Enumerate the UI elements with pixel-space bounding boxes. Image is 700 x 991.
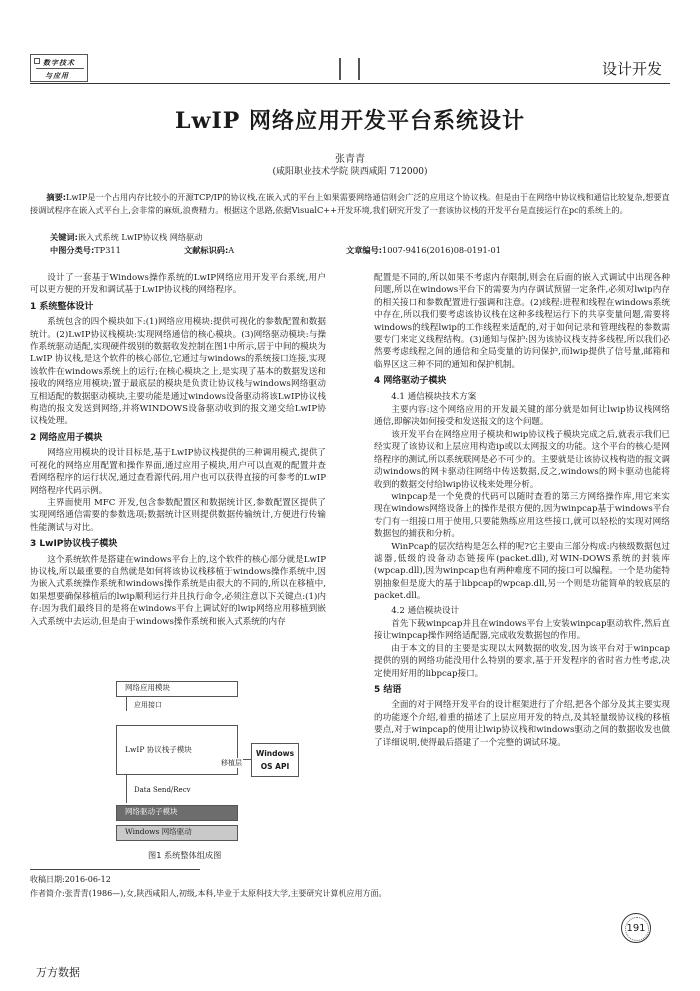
figure-1 (116, 681, 308, 845)
received-date: 收稿日期:2016-06-12 (30, 875, 111, 884)
fig-lwip-module: LwIP 协议栈子模块 (116, 725, 238, 775)
paragraph-4-1b: 该开发平台在网络应用子模块和wip协议栈子模块完成之后,就表示我们已经实现了该协议和上层应用构造ip或以太网报文的功能。这个平台的核心是网络程序的测试,所以系统联网是必不可少的。主要就是让该协议栈构造的报文调动windows的网卡驱动往网络中传送数据,反之,windows的网卡驱动也能将收到的数据交付给lwip协议栈来处理分析。 (374, 429, 670, 490)
figure-caption-text: 图1 系统整体组成图 (148, 850, 222, 860)
doc-value: A (228, 245, 235, 255)
heading-1: 1 系统整体设计 (30, 301, 94, 312)
paragraph-4-2a: 首先下载winpcap并且在windows平台上安装winpcap驱动软件,然后直接让winpcap操作网络适配器,完成收发数据包的作用。 (374, 618, 670, 642)
abstract (30, 191, 670, 217)
heading-4: 4 网络驱动子模块 (374, 376, 447, 387)
logo-line-1: 数字技术 (43, 58, 75, 67)
author-name: 张青青 (335, 154, 365, 165)
abstract-label: 摘要: (46, 192, 67, 202)
clc-label: 中图分类号: (50, 245, 95, 255)
article-title: LwIP 网络应用开发平台系统设计 (175, 108, 525, 134)
page-number-seal (621, 913, 651, 943)
fig-win-api-line1: Windows (255, 749, 295, 758)
header-bar-left (339, 58, 341, 80)
paragraph-4-1a: 主要内容:这个网络应用的开发最关键的部分就是如何让lwip协议栈网络通信,即解决如何接受和发送报文的这个问题。 (374, 405, 670, 428)
paragraph-4-1c: winpcap是一个免费的代码可以随时查看的第三方网络操作库,用它来实现在windows网络设备上的操作是很方便的,因为winpcap基于windows平台专门有一组接口用于使用,只要能熟练应用这些接口,就可以轻松的实现对网络数据包的捕获和分析。 (374, 491, 670, 540)
paragraph-3-cont: 配置是不同的,所以如果不考虑内存限制,则会在后面的嵌入式调试中出现各种问题,所以在windows平台下的需要为内存调试预留一定条件,必须对lwip内存的相关接口和参数配置进行强调和注意。(2)线程:进程和线程在windows系统中存在,所以我们要考虑该协议栈在这种多线程运行下的共享变量问题,需要将windows的线程lwip的工作线程来适配的,对于如何记录和管理线程的参数需要专门来定义线程结构。(3)通知与保护:因为该协议栈支持多线程,所以我们必然要考虑线程之间的通信和全局变量的访问保护,而lwip提供了信号量,邮箱和临界区这三种不同的通知和保护机制。 (374, 273, 670, 370)
header-rule (30, 83, 670, 84)
watermark-wanfang: 万方数据 (36, 966, 80, 979)
fig-arrow-data (126, 775, 127, 803)
fig-driver-module: 网络驱动子模块 (116, 805, 238, 821)
author-affiliation: (咸阳职业技术学院 陕西咸阳 712000) (272, 167, 428, 177)
left-column (30, 272, 326, 628)
intro-paragraph: 设计了一套基于Windows操作系统的LwIP网络应用开发平台系统,用户可以更方便的开发和调试基于LwIP协议栈的网络程序。 (30, 273, 326, 296)
doc-code (184, 245, 234, 256)
author-bio: 作者简介:张青青(1986—),女,陕西咸阳人,初级,本科,毕业于太原科技大学,主要研究计算机应用方面。 (30, 889, 387, 898)
fig-arrow-app (126, 697, 127, 711)
paragraph-3: 这个系统软件是搭建在windows平台上的,这个软件的核心部分就是LwIP协议栈,所以最重要的自然就是如何将该协议栈移植于windows操作系统中,因为嵌入式系统操作系统和windows操作系统是由很大的不同的,所以在移植中,如果想要确保移植后的lwip顺利运行并且执行命令,必须注意以下关键点:(1)内存:因为我们最终目的是将在windows平台上调试好的lwip网络应用移植到嵌入式系统中去运动,但是由于windows操作系统和嵌入式系统的内存 (30, 554, 326, 627)
article-number (346, 245, 501, 256)
paragraph-2b: 主界面使用 MFC 开发,包含参数配置区和数据统计区,参数配置区提供了实现网络通信需要的参数选项;数据统计区则提供数据传输统计,方便进行传输性能测试与对比。 (30, 497, 326, 533)
fig-app-module: 网络应用模块 (116, 681, 238, 697)
logo-square-icon (34, 58, 40, 64)
paragraph-1: 系统包含的四个模块如下:(1)网络应用模块:提供可视化的参数配置和数据统计。(2)LwIP协议栈模块:实现网络通信的核心模块。(3)网络驱动模块:与操作系统驱动适配,实现硬件级别的数据收发控制在图1中所示,居于中间的模块为LwIP 协议栈,是这个软件的核心部位,它通过与windows的系统接口连接,实现该软件在windows系统上的运行;在核心模块之上,是实现了基本的数据发送和接收的网络应用模块;置于最底层的模块是负责让协议栈与windows网络驱动互相适配的数据驱动模块,主要功能是通过windows设备驱动将该LwIP协议栈构造的报文发送到网络,并将WINDOWS设备驱动收到的报文递交给LwIP协议栈处理。 (30, 317, 326, 427)
art-label: 文章编号: (346, 245, 383, 255)
doc-label: 文献标识码: (184, 245, 229, 255)
paragraph-2a: 网络应用模块的设计目标是,基于LwIP协议栈提供的三种调用模式,提供了可视化的网络应用配置和操作界面,通过应用子模块,用户可以直观的配置并查看网络程序的运行状况,通过查看源代码,用户也可以获得直接的可参考的LwIP网络程序代码示例。 (30, 448, 326, 496)
paragraph-4-2b: 由于本文的目的主要是实现以太网数据的收发,因为该平台对于winpcap提供的别的网络功能没用什么特别的要求,基于开发程序的省时省力性考虑,决定使用好用的libpcap接口。 (374, 643, 670, 679)
fig-windows-driver: Windows 网络驱动 (116, 825, 238, 841)
keywords (50, 232, 203, 243)
heading-2: 2 网络应用子模块 (30, 432, 103, 443)
heading-5: 5 结语 (374, 685, 402, 695)
fig-win-api-line2: OS API (260, 762, 290, 771)
clc-value: TP311 (94, 245, 121, 255)
fig-app-iface: 应用接口 (134, 701, 162, 709)
right-column (374, 272, 670, 749)
page-number: 191 (626, 923, 646, 934)
section-name: 设计开发 (601, 60, 662, 78)
figure-caption (60, 850, 356, 861)
heading-4-2: 4.2 通信模块设计 (391, 605, 460, 616)
paragraph-5: 全面的对于网络开发平台的设计框架进行了介绍,把各个部分及其主要实现的功能逐个介绍,着重的描述了上层应用开发的特点,及其轻量级协议栈的移植要点,对于winpcap的使用让lwip协议栈和windows驱动之间的数据收发也做了详细说明,使得最后搭建了一个完整的调试环境。 (374, 700, 670, 748)
keywords-text: 嵌入式系统 LwIP协议栈 网络驱动 (77, 232, 203, 242)
journal-header (30, 52, 670, 84)
clc-number (50, 245, 121, 256)
fig-data-send-recv: Data Send/Recv (134, 786, 191, 794)
logo-divider (36, 68, 84, 69)
heading-4-1: 4.1 通信模块技术方案 (391, 391, 477, 402)
header-bar-right (358, 58, 360, 80)
footnote-rule (30, 869, 200, 870)
fig-windows-api (251, 743, 299, 777)
art-value: 1007-9416(2016)08-0191-01 (382, 245, 501, 255)
journal-logo (30, 54, 88, 82)
paragraph-4-1d: WinPcap的层次结构是怎么样的呢?它主要由三部分构成:内核级数据包过滤器,低级的设备动态链接库(packet.dll),对WIN-DOWS系统的封装库(wpcap.dll),因为winpcap也有两种难度不同的接口可以编程。一个是功能特别抽象但是庞大的基于libpcap的wpcap.dll,另一个则是功能简单的较底层的packet.dll。 (374, 541, 670, 602)
keywords-label: 关键词: (50, 232, 78, 242)
logo-line-2: 与应用 (45, 71, 69, 80)
fig-porting-layer: 移植层 (221, 759, 242, 767)
abstract-text: LwIP是一个占用内存比较小的开源TCP/IP的协议栈,在嵌入式的平台上如果需要网络通信则会广泛的应用这个协议栈。但是由于在网络中协议栈和通信比较复杂,想要直接调试程序在嵌入式平台上,会非常的麻烦,浪费精力。根据这个思路,依据VisualC++开发环境,我们研究开发了一套该协议栈的开发平台是直接运行在pc的系统上的。 (30, 192, 670, 215)
heading-3: 3 LwIP协议栈子模块 (30, 539, 118, 550)
